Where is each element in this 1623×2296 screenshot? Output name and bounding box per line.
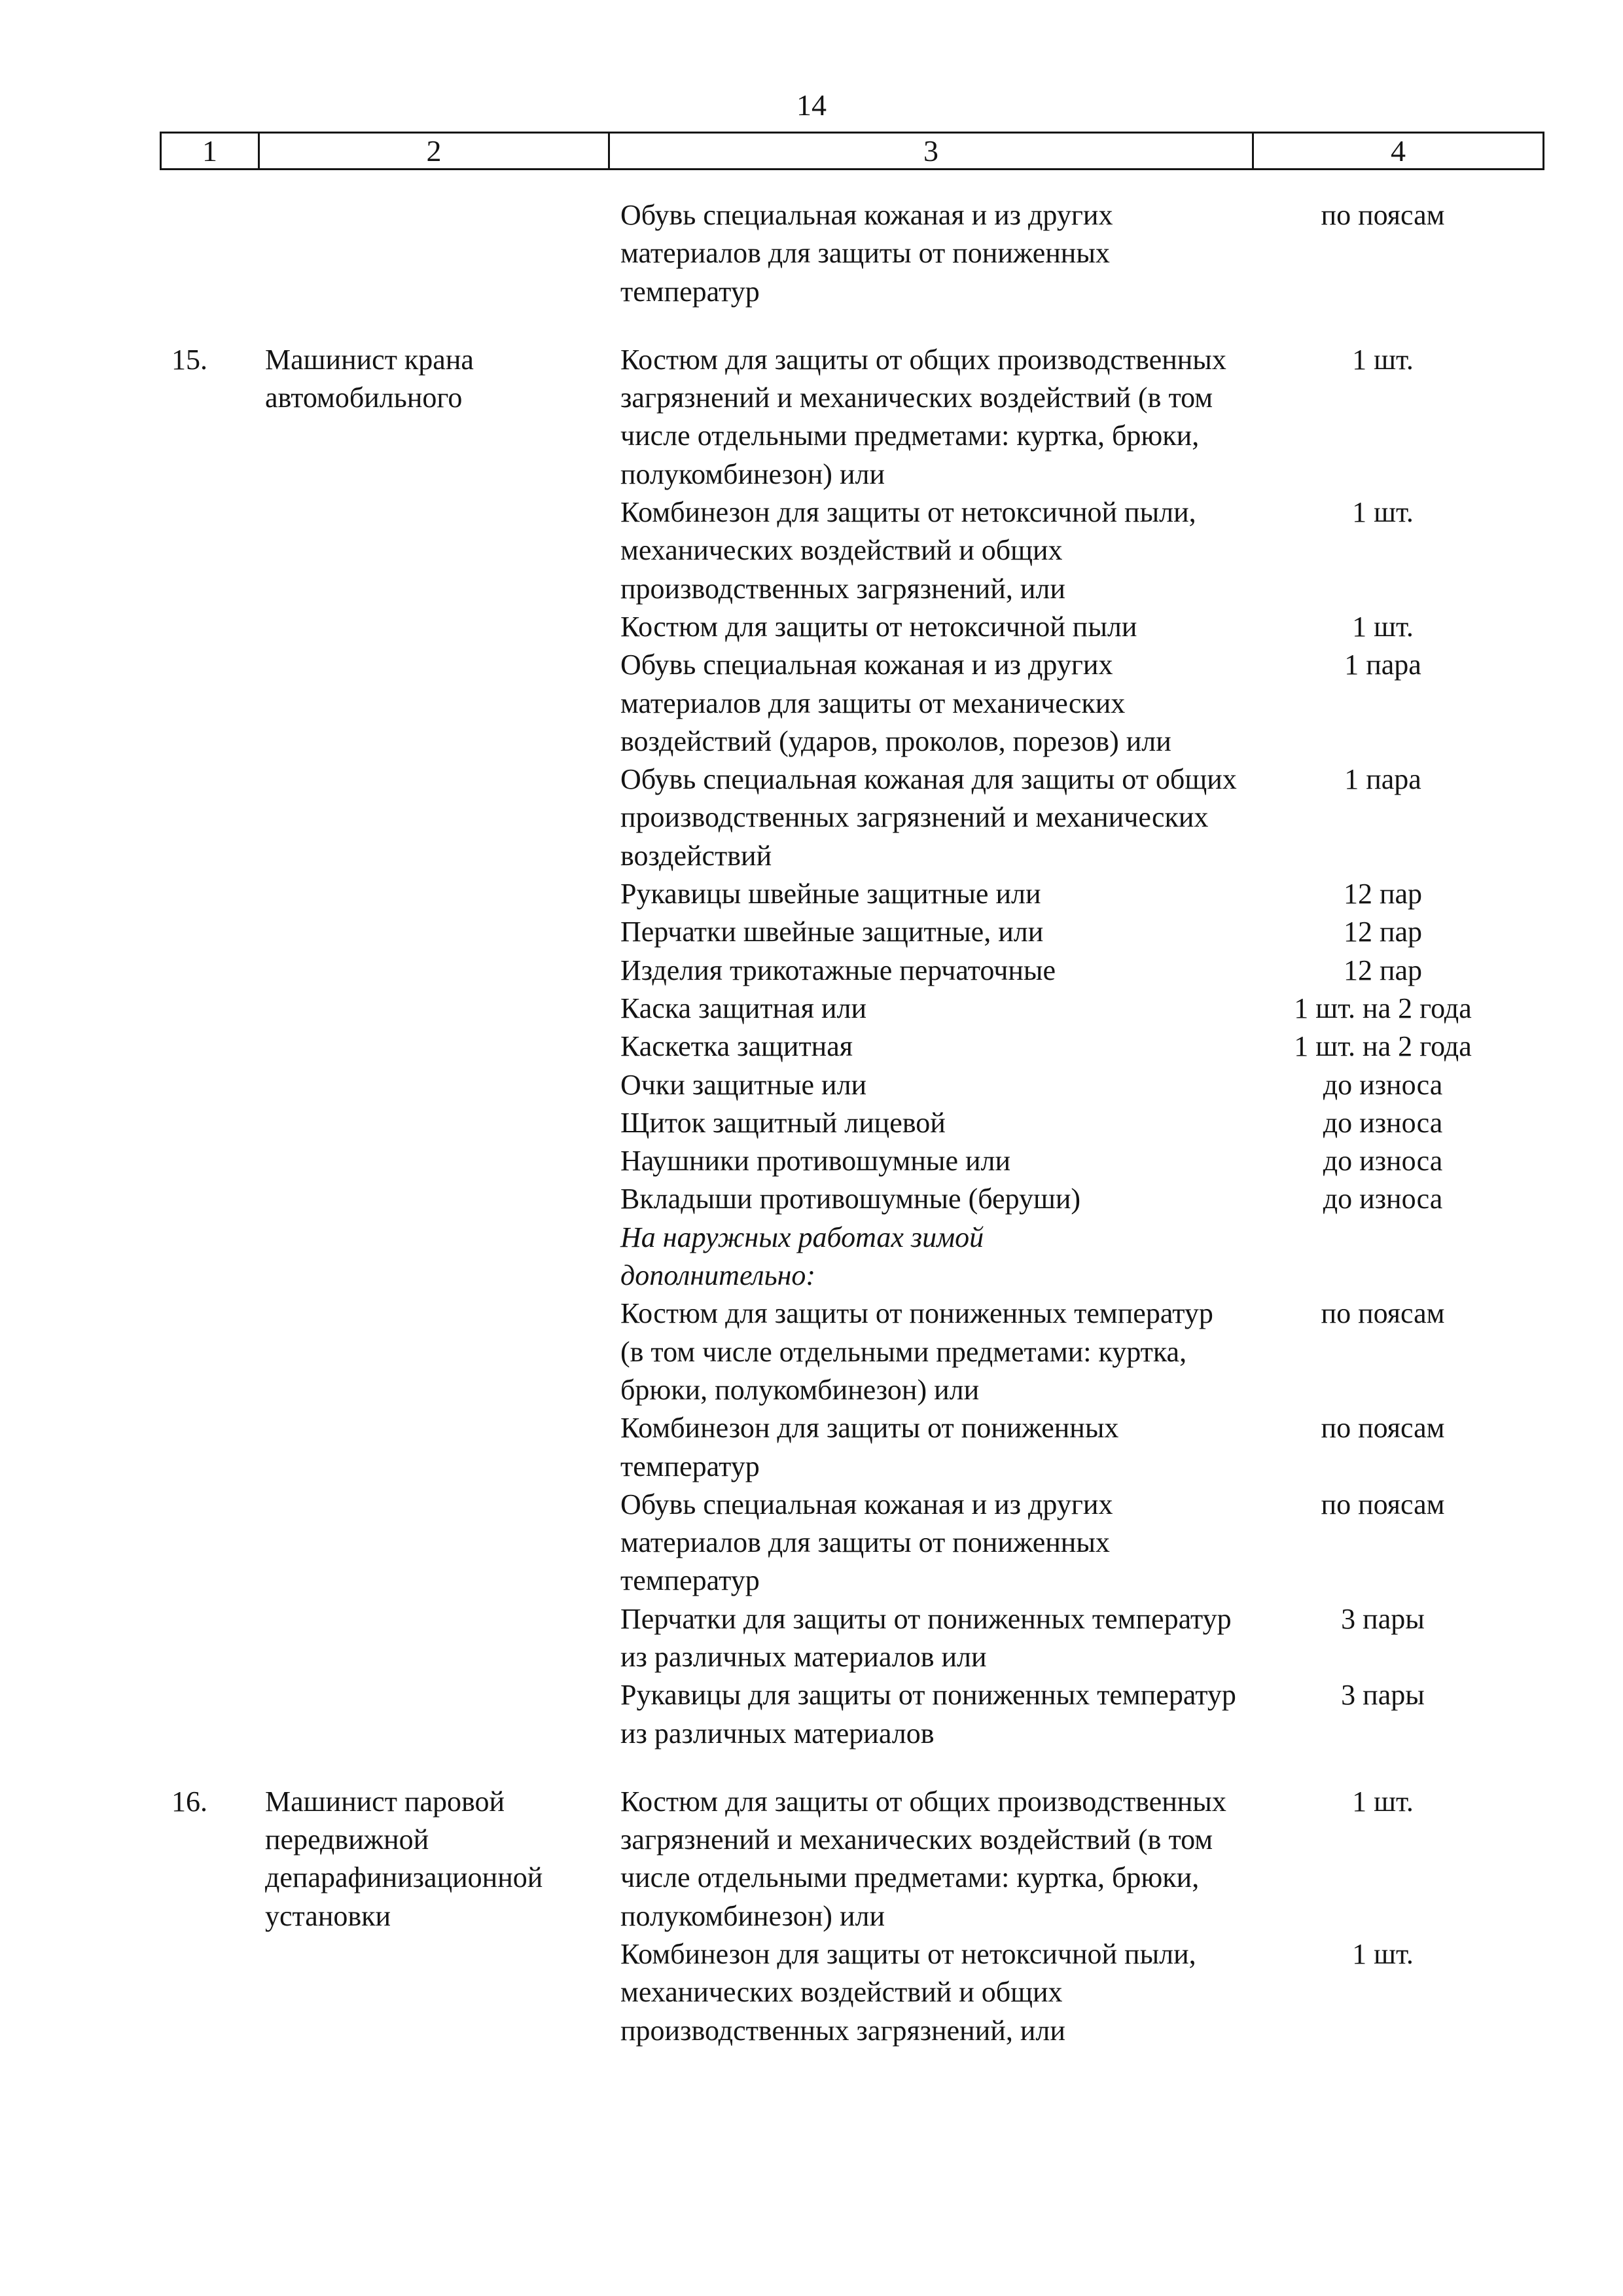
list-item bbox=[620, 646, 1615, 761]
item-qty: 1 шт. bbox=[1352, 610, 1414, 643]
list-item bbox=[620, 493, 1615, 608]
continued-row bbox=[0, 196, 1623, 311]
list-item bbox=[620, 1180, 1615, 1218]
continued-items bbox=[620, 196, 1615, 311]
item-name: Обувь специальная кожаная и из других материалов для защиты от пониженных температур bbox=[620, 199, 1113, 308]
item-name: Рукавицы для защиты от пониженных температур из различных материалов bbox=[620, 1679, 1236, 1749]
list-item bbox=[620, 1295, 1615, 1409]
item-qty: по поясам bbox=[1321, 199, 1445, 231]
list-item bbox=[620, 196, 1615, 311]
list-item bbox=[620, 1066, 1615, 1104]
item-name: Каска защитная или bbox=[620, 992, 866, 1024]
item-qty: 1 шт. на 2 года bbox=[1294, 992, 1472, 1024]
item-qty: 1 шт. bbox=[1352, 496, 1414, 529]
item-qty: 1 шт. на 2 года bbox=[1294, 1030, 1472, 1063]
item-qty: до износа bbox=[1323, 1145, 1443, 1177]
item-name: Каскетка защитная bbox=[620, 1030, 853, 1063]
item-qty: по поясам bbox=[1321, 1488, 1445, 1520]
list-item bbox=[620, 1409, 1615, 1486]
item-qty: 3 пары bbox=[1341, 1602, 1425, 1635]
list-item bbox=[620, 990, 1615, 1028]
list-item bbox=[620, 1142, 1615, 1180]
page-number: 14 bbox=[796, 88, 827, 122]
item-name: Костюм для защиты от нетоксичной пыли bbox=[620, 610, 1137, 643]
row-number: 15. bbox=[171, 343, 207, 376]
item-name: Костюм для защиты от пониженных температур (в том числе отдельными предметами: куртка, брюки, полукомбинезон) или bbox=[620, 1297, 1213, 1406]
item-qty: до износа bbox=[1323, 1183, 1443, 1215]
item-qty: 1 шт. bbox=[1352, 1785, 1414, 1818]
column-header-2: 2 bbox=[260, 134, 610, 168]
list-item bbox=[620, 1486, 1615, 1600]
list-item bbox=[620, 875, 1615, 913]
item-qty: 12 пар bbox=[1343, 878, 1423, 910]
table-row-15 bbox=[0, 341, 1623, 1753]
list-item bbox=[620, 1028, 1615, 1066]
item-name: Костюм для защиты от общих производственных загрязнений и механических воздействий (в том числе отдельными предметами: куртка, брюки, полукомбинезон) или bbox=[620, 343, 1226, 490]
list-item bbox=[620, 761, 1615, 875]
item-name: Рукавицы швейные защитные или bbox=[620, 878, 1041, 910]
column-header-4: 4 bbox=[1391, 134, 1406, 168]
winter-note: На наружных работах зимой дополнительно: bbox=[620, 1221, 984, 1292]
ppe-items bbox=[620, 341, 1615, 1753]
profession-name: Машинист крана автомобильного bbox=[265, 343, 474, 414]
item-name: Комбинезон для защиты от нетоксичной пыли, механических воздействий и общих производственных загрязнений, или bbox=[620, 496, 1196, 605]
column-header-row bbox=[160, 132, 1544, 170]
list-item bbox=[620, 913, 1615, 951]
item-qty: 1 шт. bbox=[1352, 1938, 1414, 1971]
item-qty: 1 пара bbox=[1344, 763, 1421, 796]
ppe-items bbox=[620, 1783, 1615, 2050]
item-name: Изделия трикотажные перчаточные bbox=[620, 954, 1056, 986]
item-name: Очки защитные или bbox=[620, 1068, 867, 1101]
item-qty: до износа bbox=[1323, 1068, 1443, 1101]
item-name: Комбинезон для защиты от нетоксичной пыли, механических воздействий и общих производственных загрязнений, или bbox=[620, 1938, 1196, 2047]
item-qty: до износа bbox=[1323, 1106, 1443, 1139]
item-name: Обувь специальная кожаная для защиты от общих производственных загрязнений и механических воздействий bbox=[620, 763, 1237, 872]
item-name: Обувь специальная кожаная и из других материалов для защиты от пониженных температур bbox=[620, 1488, 1113, 1597]
item-qty: 12 пар bbox=[1343, 916, 1423, 948]
list-item bbox=[620, 1935, 1615, 2050]
item-name: Щиток защитный лицевой bbox=[620, 1106, 946, 1139]
list-item bbox=[620, 952, 1615, 990]
list-item bbox=[620, 341, 1615, 493]
item-name: Перчатки для защиты от пониженных температур из различных материалов или bbox=[620, 1602, 1232, 1673]
row-number: 16. bbox=[171, 1785, 207, 1818]
item-qty: 1 пара bbox=[1344, 649, 1421, 681]
column-header-1: 1 bbox=[162, 134, 260, 168]
list-item bbox=[620, 1783, 1615, 1935]
list-item bbox=[620, 1600, 1615, 1677]
list-item bbox=[620, 1104, 1615, 1142]
item-qty: по поясам bbox=[1321, 1297, 1445, 1330]
item-qty: 12 пар bbox=[1343, 954, 1423, 986]
item-qty: 1 шт. bbox=[1352, 343, 1414, 376]
list-item bbox=[620, 608, 1615, 646]
item-qty: 3 пары bbox=[1341, 1679, 1425, 1712]
item-name: Вкладыши противошумные (беруши) bbox=[620, 1183, 1081, 1215]
profession-name: Машинист паровой передвижной депарафинизационной установки bbox=[265, 1785, 543, 1932]
item-name: Комбинезон для защиты от пониженных температур bbox=[620, 1412, 1119, 1482]
item-name: Обувь специальная кожаная и из других материалов для защиты от механических воздействий (ударов, проколов, порезов) или bbox=[620, 649, 1171, 757]
item-name: Наушники противошумные или bbox=[620, 1145, 1011, 1177]
table-body bbox=[0, 196, 1623, 2050]
item-qty: по поясам bbox=[1321, 1412, 1445, 1444]
table-row-16 bbox=[0, 1783, 1623, 2050]
column-header-3: 3 bbox=[610, 134, 1254, 168]
item-name: Костюм для защиты от общих производственных загрязнений и механических воздействий (в том числе отдельными предметами: куртка, брюки, полукомбинезон) или bbox=[620, 1785, 1226, 1932]
list-item bbox=[620, 1676, 1615, 1753]
item-name: Перчатки швейные защитные, или bbox=[620, 916, 1044, 948]
